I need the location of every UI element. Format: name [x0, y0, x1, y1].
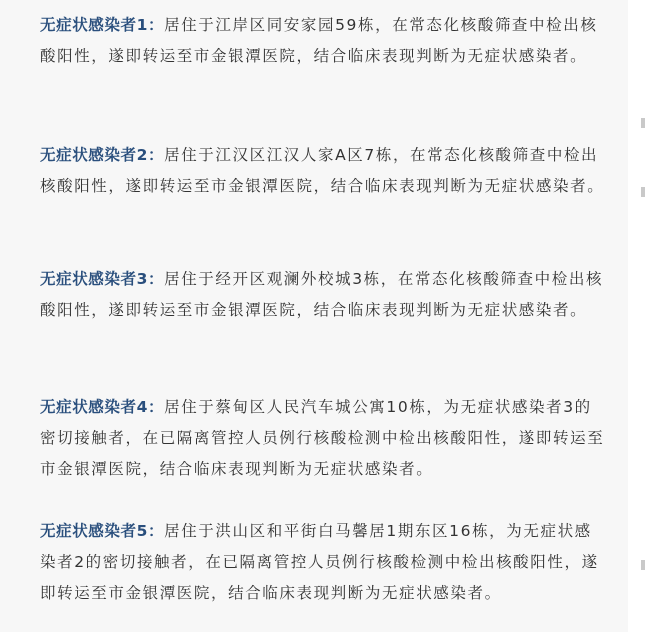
case-text: 居住于江岸区同安家园59栋，在常态化核酸筛查中检出核酸阳性，遂即转运至市金银潭医院，结合临床表现判断为无症状感染者。 [40, 16, 598, 65]
case-paragraph-1 [40, 10, 608, 72]
case-label: 无症状感染者5： [40, 522, 165, 540]
case-paragraph-2 [40, 140, 608, 202]
case-label: 无症状感染者4： [40, 398, 165, 416]
case-text: 居住于蔡甸区人民汽车城公寓10栋，为无症状感染者3的密切接触者，在已隔离管控人员例行核酸检测中检出核酸阳性，遂即转运至市金银潭医院，结合临床表现判断为无症状感染者。 [40, 398, 605, 478]
case-text: 居住于经开区观澜外校城3栋，在常态化核酸筛查中检出核酸阳性，遂即转运至市金银潭医院，结合临床表现判断为无症状感染者。 [40, 270, 604, 319]
case-text: 居住于洪山区和平街白马馨居1期东区16栋，为无症状感染者2的密切接触者，在已隔离管控人员例行核酸检测中检出核酸阳性，遂即转运至市金银潭医院，结合临床表现判断为无症状感染者。 [40, 522, 599, 602]
case-label: 无症状感染者3： [40, 270, 165, 288]
case-paragraph-3 [40, 264, 608, 326]
scroll-edge-mark [641, 187, 645, 197]
scroll-edge-mark [641, 560, 645, 570]
case-paragraph-4 [40, 392, 608, 485]
case-text: 居住于江汉区江汉人家A区7栋，在常态化核酸筛查中检出核酸阳性，遂即转运至市金银潭医院，结合临床表现判断为无症状感染者。 [40, 146, 605, 195]
case-label: 无症状感染者1： [40, 16, 165, 34]
case-paragraph-5 [40, 516, 608, 609]
scroll-edge-mark [641, 118, 645, 128]
case-label: 无症状感染者2： [40, 146, 165, 164]
